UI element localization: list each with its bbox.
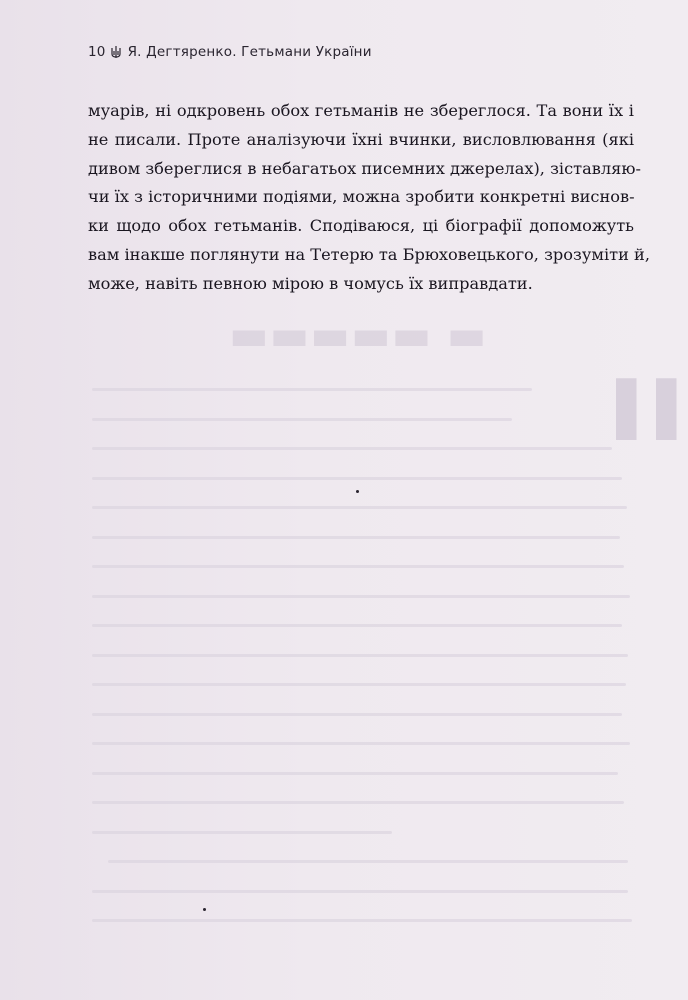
running-title: Я. Дегтяренко. Гетьмани України <box>127 44 372 60</box>
text-line: не писали. Проте аналізуючи їхні вчинки, висловлювання (які <box>88 129 634 149</box>
text-line: може, навіть певною мірою в чомусь їх виправдати. <box>88 273 533 293</box>
text-line: дивом збереглися в небагатьох писемних джерелах), зіставляю- <box>88 158 641 178</box>
text-line: вам інакше поглянути на Тетерю та Брюховецького, зрозуміти й, <box>88 244 650 264</box>
text-line: чи їх з історичними подіями, можна зробити конкретні виснов- <box>88 187 635 207</box>
body-paragraph <box>88 97 650 299</box>
show-through-heading: ▬ ▬▬▬▬▬ <box>228 310 487 359</box>
page-number: 10 <box>88 44 106 60</box>
paper-speck <box>356 490 359 493</box>
paper-speck <box>203 908 206 911</box>
running-header <box>88 44 372 60</box>
show-through-text <box>92 388 632 949</box>
text-line: ки щодо обох гетьманів. Сподіваюся, ці біографії допоможуть <box>88 216 634 236</box>
text-line: муарів, ні одкровень обох гетьманів не збереглося. Та вони їх і <box>88 101 634 120</box>
trident-icon <box>111 46 121 59</box>
show-through-dropcap: ▌▌ <box>596 380 676 440</box>
